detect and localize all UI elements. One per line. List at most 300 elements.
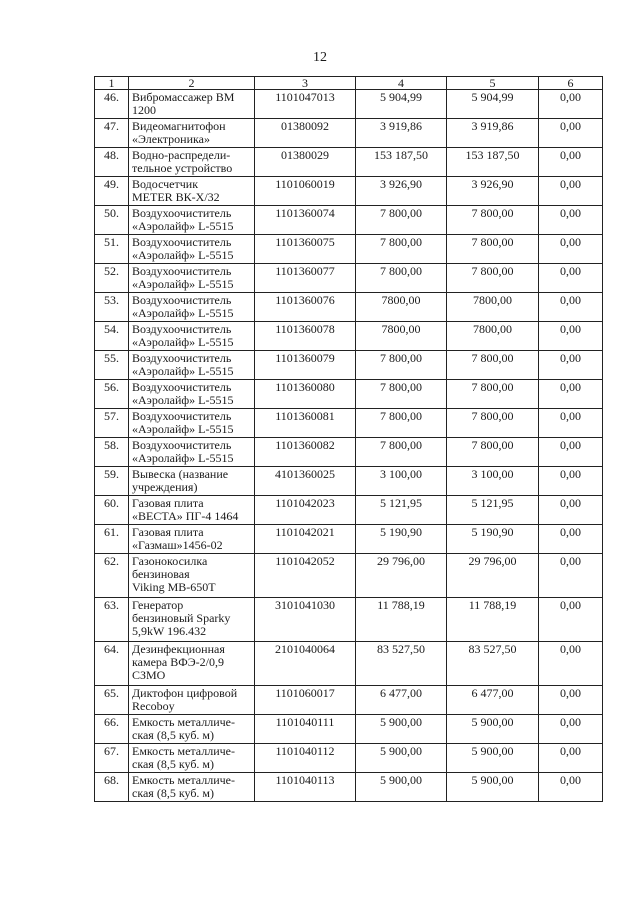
value-col6-cell [539, 206, 603, 235]
table-row [95, 409, 603, 438]
inventory-code-cell [255, 235, 356, 264]
row-number-cell [95, 773, 129, 802]
value-col4-cell [356, 235, 447, 264]
value-col5-cell [447, 264, 539, 293]
inventory-code-cell-text: 1101360081 [275, 409, 335, 423]
value-col5-cell-text: 5 900,00 [471, 744, 514, 758]
value-col4-cell-text: 7800,00 [381, 322, 421, 336]
item-name-cell [129, 148, 255, 177]
value-col5-cell-text: 5 121,95 [471, 496, 514, 510]
value-col4-cell-text: 7 800,00 [380, 206, 422, 220]
value-col4-cell-text: 7 800,00 [380, 264, 422, 278]
value-col4-cell [356, 554, 447, 598]
value-col6-cell-text: 0,00 [560, 380, 581, 394]
inventory-code-cell-text: 1101042023 [275, 496, 335, 510]
row-number-cell [95, 686, 129, 715]
item-name-cell [129, 322, 255, 351]
row-number-cell-text: 55. [104, 351, 119, 365]
value-col5-cell [447, 148, 539, 177]
value-col4-cell-text: 5 121,95 [380, 496, 422, 510]
value-col6-cell-text: 0,00 [560, 642, 581, 656]
value-col5-cell-text: 7 800,00 [471, 409, 514, 423]
column-header-4: 4 [356, 77, 447, 90]
item-name-cell [129, 525, 255, 554]
row-number-cell-text: 67. [104, 744, 119, 758]
value-col4-cell [356, 773, 447, 802]
value-col6-cell [539, 409, 603, 438]
value-col4-cell-text: 11 788,19 [377, 598, 425, 612]
item-name-cell [129, 438, 255, 467]
item-name-cell-text: Вибромассажер ВМ 1200 [132, 90, 235, 117]
value-col6-cell-text: 0,00 [560, 554, 581, 568]
row-number-cell-text: 65. [104, 686, 119, 700]
inventory-code-cell-text: 01380029 [281, 148, 329, 162]
table-row [95, 90, 603, 119]
inventory-code-cell [255, 90, 356, 119]
value-col6-cell-text: 0,00 [560, 264, 581, 278]
value-col6-cell [539, 642, 603, 686]
row-number-cell-text: 47. [104, 119, 119, 133]
inventory-code-cell-text: 4101360025 [275, 467, 335, 481]
value-col6-cell [539, 322, 603, 351]
row-number-cell-text: 57. [104, 409, 119, 423]
value-col5-cell-text: 83 527,50 [468, 642, 517, 656]
value-col4-cell-text: 3 100,00 [380, 467, 422, 481]
item-name-cell-text: Воздухоочиститель «Аэролайф» L-5515 [132, 206, 234, 233]
item-name-cell [129, 380, 255, 409]
item-name-cell [129, 554, 255, 598]
value-col6-cell-text: 0,00 [560, 293, 581, 307]
value-col6-cell-text: 0,00 [560, 322, 581, 336]
value-col5-cell-text: 7 800,00 [471, 380, 514, 394]
value-col6-cell [539, 293, 603, 322]
value-col4-cell-text: 153 187,50 [374, 148, 428, 162]
inventory-code-cell-text: 1101060017 [275, 686, 335, 700]
value-col6-cell-text: 0,00 [560, 409, 581, 423]
item-name-cell-text: Емкость металличе- ская (8,5 куб. м) [132, 715, 235, 742]
row-number-cell [95, 744, 129, 773]
value-col6-cell [539, 235, 603, 264]
inventory-code-cell [255, 525, 356, 554]
inventory-code-cell [255, 177, 356, 206]
item-name-cell [129, 206, 255, 235]
inventory-code-cell-text: 1101360074 [275, 206, 335, 220]
value-col6-cell-text: 0,00 [560, 773, 581, 787]
value-col4-cell-text: 5 190,90 [380, 525, 422, 539]
inventory-code-cell [255, 380, 356, 409]
value-col6-cell [539, 438, 603, 467]
inventory-code-cell [255, 686, 356, 715]
table-row [95, 744, 603, 773]
value-col4-cell [356, 715, 447, 744]
value-col5-cell [447, 642, 539, 686]
value-col6-cell [539, 148, 603, 177]
value-col4-cell-text: 7 800,00 [380, 351, 422, 365]
inventory-code-cell [255, 119, 356, 148]
table-row [95, 148, 603, 177]
inventory-code-cell-text: 1101360080 [275, 380, 335, 394]
value-col5-cell-text: 7 800,00 [471, 438, 514, 452]
table-row [95, 264, 603, 293]
value-col4-cell-text: 7800,00 [381, 293, 421, 307]
row-number-cell-text: 48. [104, 148, 119, 162]
value-col4-cell-text: 5 900,00 [380, 773, 422, 787]
value-col6-cell [539, 177, 603, 206]
table-row [95, 773, 603, 802]
value-col6-cell [539, 715, 603, 744]
value-col5-cell-text: 7 800,00 [471, 264, 514, 278]
value-col4-cell [356, 380, 447, 409]
value-col6-cell-text: 0,00 [560, 467, 581, 481]
row-number-cell [95, 293, 129, 322]
value-col5-cell [447, 467, 539, 496]
row-number-cell-text: 56. [104, 380, 119, 394]
value-col6-cell [539, 773, 603, 802]
value-col5-cell-text: 5 900,00 [471, 715, 514, 729]
table-row [95, 119, 603, 148]
row-number-cell [95, 409, 129, 438]
value-col5-cell-text: 29 796,00 [468, 554, 517, 568]
row-number-cell-text: 58. [104, 438, 119, 452]
row-number-cell-text: 68. [104, 773, 119, 787]
inventory-code-cell [255, 322, 356, 351]
row-number-cell [95, 598, 129, 642]
inventory-code-cell [255, 293, 356, 322]
row-number-cell-text: 54. [104, 322, 119, 336]
value-col5-cell-text: 153 187,50 [465, 148, 520, 162]
value-col4-cell-text: 7 800,00 [380, 409, 422, 423]
value-col5-cell [447, 715, 539, 744]
item-name-cell [129, 119, 255, 148]
value-col4-cell [356, 119, 447, 148]
value-col5-cell-text: 7 800,00 [471, 206, 514, 220]
column-header-6: 6 [539, 77, 603, 90]
value-col4-cell [356, 148, 447, 177]
inventory-code-cell [255, 642, 356, 686]
value-col4-cell [356, 206, 447, 235]
item-name-cell-text: Диктофон цифровой Recoboy [132, 686, 238, 713]
value-col6-cell [539, 264, 603, 293]
row-number-cell-text: 49. [104, 177, 119, 191]
value-col5-cell-text: 5 904,99 [471, 90, 514, 104]
item-name-cell [129, 715, 255, 744]
row-number-cell [95, 525, 129, 554]
inventory-code-cell [255, 598, 356, 642]
value-col6-cell [539, 351, 603, 380]
item-name-cell [129, 351, 255, 380]
item-name-cell-text: Газонокосилка бензиновая Viking MB-650T [132, 554, 216, 594]
table-row [95, 206, 603, 235]
value-col6-cell [539, 496, 603, 525]
row-number-cell-text: 63. [104, 598, 119, 612]
row-number-cell-text: 59. [104, 467, 119, 481]
column-header-3: 3 [255, 77, 356, 90]
item-name-cell-text: Воздухоочиститель «Аэролайф» L-5515 [132, 322, 234, 349]
value-col5-cell [447, 177, 539, 206]
row-number-cell-text: 64. [104, 642, 119, 656]
value-col6-cell-text: 0,00 [560, 525, 581, 539]
inventory-code-cell [255, 409, 356, 438]
inventory-code-cell-text: 1101360077 [275, 264, 335, 278]
item-name-cell-text: Воздухоочиститель «Аэролайф» L-5515 [132, 264, 234, 291]
row-number-cell [95, 438, 129, 467]
value-col5-cell [447, 686, 539, 715]
row-number-cell [95, 264, 129, 293]
item-name-cell-text: Водно-распредели- тельное устройство [132, 148, 233, 175]
value-col4-cell [356, 467, 447, 496]
table-row [95, 380, 603, 409]
row-number-cell [95, 554, 129, 598]
inventory-code-cell [255, 744, 356, 773]
value-col6-cell [539, 525, 603, 554]
table-row [95, 686, 603, 715]
inventory-code-cell-text: 1101040111 [275, 715, 335, 729]
value-col6-cell-text: 0,00 [560, 148, 581, 162]
inventory-code-cell-text: 1101042021 [275, 525, 335, 539]
value-col4-cell [356, 496, 447, 525]
row-number-cell-text: 51. [104, 235, 119, 249]
value-col6-cell-text: 0,00 [560, 206, 581, 220]
row-number-cell [95, 235, 129, 264]
value-col4-cell [356, 525, 447, 554]
value-col4-cell [356, 293, 447, 322]
table-row [95, 598, 603, 642]
value-col5-cell-text: 7 800,00 [471, 351, 514, 365]
inventory-code-cell [255, 467, 356, 496]
table-row [95, 438, 603, 467]
item-name-cell [129, 744, 255, 773]
column-header-1: 1 [95, 77, 129, 90]
value-col4-cell [356, 90, 447, 119]
value-col4-cell [356, 438, 447, 467]
value-col6-cell-text: 0,00 [560, 744, 581, 758]
value-col4-cell [356, 409, 447, 438]
value-col5-cell [447, 554, 539, 598]
inventory-code-cell-text: 1101042052 [275, 554, 335, 568]
inventory-code-cell [255, 148, 356, 177]
item-name-cell [129, 409, 255, 438]
value-col5-cell-text: 3 100,00 [471, 467, 514, 481]
value-col4-cell-text: 3 926,90 [380, 177, 422, 191]
row-number-cell [95, 206, 129, 235]
value-col6-cell-text: 0,00 [560, 715, 581, 729]
row-number-cell-text: 52. [104, 264, 119, 278]
value-col5-cell [447, 293, 539, 322]
value-col6-cell [539, 744, 603, 773]
column-header-2: 2 [129, 77, 255, 90]
inventory-code-cell-text: 1101360078 [275, 322, 335, 336]
value-col6-cell-text: 0,00 [560, 438, 581, 452]
value-col6-cell-text: 0,00 [560, 496, 581, 510]
page-number: 12 [313, 50, 327, 65]
value-col6-cell [539, 380, 603, 409]
inventory-code-cell [255, 264, 356, 293]
value-col5-cell-text: 11 788,19 [468, 598, 517, 612]
value-col4-cell-text: 29 796,00 [377, 554, 425, 568]
value-col5-cell [447, 90, 539, 119]
item-name-cell [129, 598, 255, 642]
value-col5-cell [447, 322, 539, 351]
column-number-header-row [95, 77, 603, 90]
item-name-cell-text: Емкость металличе- ская (8,5 куб. м) [132, 744, 235, 771]
item-name-cell [129, 90, 255, 119]
value-col4-cell [356, 264, 447, 293]
row-number-cell [95, 496, 129, 525]
value-col6-cell [539, 119, 603, 148]
value-col6-cell [539, 598, 603, 642]
inventory-code-cell-text: 1101360076 [275, 293, 335, 307]
inventory-code-cell [255, 438, 356, 467]
table-row [95, 467, 603, 496]
value-col4-cell [356, 177, 447, 206]
item-name-cell [129, 467, 255, 496]
value-col5-cell [447, 496, 539, 525]
table-row [95, 715, 603, 744]
value-col4-cell [356, 322, 447, 351]
row-number-cell-text: 60. [104, 496, 119, 510]
inventory-code-cell [255, 773, 356, 802]
value-col5-cell [447, 773, 539, 802]
value-col5-cell-text: 7800,00 [473, 322, 512, 336]
inventory-table [94, 76, 603, 802]
row-number-cell [95, 119, 129, 148]
row-number-cell [95, 642, 129, 686]
inventory-code-cell-text: 1101047013 [275, 90, 335, 104]
value-col5-cell [447, 744, 539, 773]
item-name-cell-text: Емкость металличе- ская (8,5 куб. м) [132, 773, 235, 800]
value-col6-cell-text: 0,00 [560, 177, 581, 191]
value-col5-cell-text: 3 926,90 [471, 177, 514, 191]
value-col5-cell-text: 7 800,00 [471, 235, 514, 249]
value-col6-cell [539, 686, 603, 715]
item-name-cell-text: Дезинфекционная камера ВФЭ-2/0,9 СЗМО [132, 642, 225, 682]
row-number-cell-text: 46. [104, 90, 119, 104]
inventory-code-cell-text: 1101060019 [275, 177, 335, 191]
table-row [95, 322, 603, 351]
inventory-code-cell [255, 715, 356, 744]
item-name-cell-text: Воздухоочиститель «Аэролайф» L-5515 [132, 235, 234, 262]
value-col4-cell-text: 7 800,00 [380, 438, 422, 452]
value-col4-cell-text: 5 900,00 [380, 744, 422, 758]
value-col4-cell [356, 598, 447, 642]
row-number-cell-text: 50. [104, 206, 119, 220]
value-col6-cell-text: 0,00 [560, 598, 581, 612]
row-number-cell-text: 62. [104, 554, 119, 568]
inventory-code-cell-text: 01380092 [281, 119, 329, 133]
row-number-cell-text: 61. [104, 525, 119, 539]
item-name-cell [129, 773, 255, 802]
item-name-cell [129, 235, 255, 264]
table-body [95, 90, 603, 802]
value-col4-cell-text: 3 919,86 [380, 119, 422, 133]
item-name-cell-text: Воздухоочиститель «Аэролайф» L-5515 [132, 438, 234, 465]
inventory-code-cell-text: 1101360079 [275, 351, 335, 365]
value-col4-cell-text: 5 900,00 [380, 715, 422, 729]
value-col5-cell [447, 598, 539, 642]
value-col6-cell [539, 554, 603, 598]
item-name-cell-text: Вывеска (название учреждения) [132, 467, 229, 494]
row-number-cell [95, 148, 129, 177]
inventory-code-cell-text: 2101040064 [275, 642, 335, 656]
value-col6-cell-text: 0,00 [560, 351, 581, 365]
row-number-cell-text: 53. [104, 293, 119, 307]
column-header-5: 5 [447, 77, 539, 90]
item-name-cell [129, 686, 255, 715]
inventory-code-cell [255, 496, 356, 525]
item-name-cell-text: Воздухоочиститель «Аэролайф» L-5515 [132, 409, 234, 436]
value-col6-cell [539, 467, 603, 496]
table-row [95, 642, 603, 686]
row-number-cell [95, 322, 129, 351]
value-col5-cell [447, 380, 539, 409]
item-name-cell-text: Водосчетчик METER ВК-Х/32 [132, 177, 220, 204]
item-name-cell [129, 496, 255, 525]
value-col4-cell [356, 642, 447, 686]
row-number-cell [95, 90, 129, 119]
value-col4-cell [356, 744, 447, 773]
item-name-cell-text: Газовая плита «ВЕСТА» ПГ-4 1464 [132, 496, 239, 523]
value-col6-cell-text: 0,00 [560, 235, 581, 249]
value-col6-cell-text: 0,00 [560, 90, 581, 104]
item-name-cell-text: Воздухоочиститель «Аэролайф» L-5515 [132, 380, 234, 407]
item-name-cell [129, 264, 255, 293]
value-col4-cell [356, 686, 447, 715]
table-row [95, 177, 603, 206]
value-col5-cell [447, 351, 539, 380]
item-name-cell-text: Газовая плита «Газмаш»1456-02 [132, 525, 223, 552]
item-name-cell-text: Генератор бензиновый Sparky 5,9kW 196.432 [132, 598, 231, 638]
value-col4-cell-text: 7 800,00 [380, 380, 422, 394]
value-col5-cell [447, 525, 539, 554]
value-col4-cell [356, 351, 447, 380]
value-col5-cell-text: 3 919,86 [471, 119, 514, 133]
table-row [95, 525, 603, 554]
inventory-code-cell-text: 1101040113 [275, 773, 335, 787]
item-name-cell-text: Воздухоочиститель «Аэролайф» L-5515 [132, 293, 234, 320]
inventory-code-cell-text: 1101360082 [275, 438, 335, 452]
value-col5-cell-text: 5 900,00 [471, 773, 514, 787]
row-number-cell [95, 380, 129, 409]
inventory-code-cell [255, 206, 356, 235]
value-col4-cell-text: 7 800,00 [380, 235, 422, 249]
inventory-code-cell-text: 3101041030 [275, 598, 335, 612]
value-col5-cell [447, 438, 539, 467]
value-col5-cell [447, 206, 539, 235]
value-col5-cell [447, 235, 539, 264]
item-name-cell [129, 642, 255, 686]
row-number-cell [95, 467, 129, 496]
table-row [95, 351, 603, 380]
table-row [95, 293, 603, 322]
value-col5-cell-text: 7800,00 [473, 293, 512, 307]
value-col4-cell-text: 6 477,00 [380, 686, 422, 700]
table-row [95, 496, 603, 525]
value-col5-cell-text: 5 190,90 [471, 525, 514, 539]
table-row [95, 235, 603, 264]
item-name-cell [129, 293, 255, 322]
value-col4-cell-text: 83 527,50 [377, 642, 425, 656]
item-name-cell-text: Воздухоочиститель «Аэролайф» L-5515 [132, 351, 234, 378]
value-col5-cell [447, 409, 539, 438]
inventory-code-cell [255, 554, 356, 598]
value-col5-cell [447, 119, 539, 148]
value-col4-cell-text: 5 904,99 [380, 90, 422, 104]
inventory-code-cell [255, 351, 356, 380]
row-number-cell [95, 177, 129, 206]
value-col6-cell [539, 90, 603, 119]
row-number-cell-text: 66. [104, 715, 119, 729]
row-number-cell [95, 715, 129, 744]
